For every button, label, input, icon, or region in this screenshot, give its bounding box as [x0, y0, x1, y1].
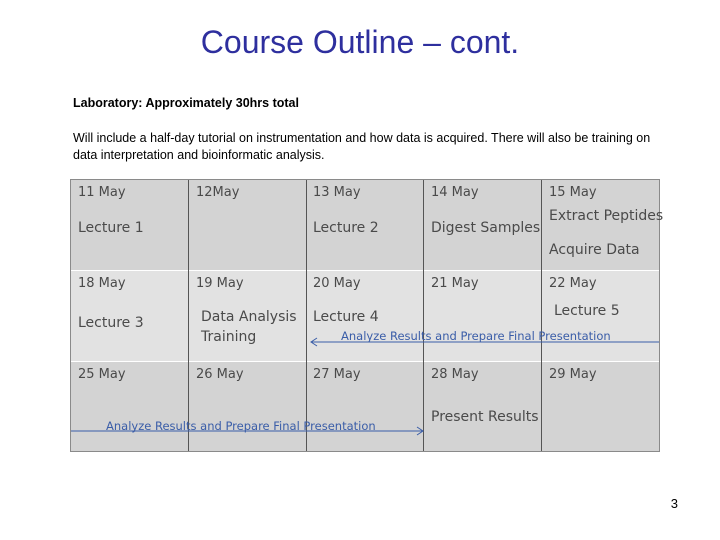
event-label: Lecture 1 [78, 220, 144, 236]
date-label: 20 May [313, 276, 361, 291]
date-label: 22 May [549, 276, 597, 291]
date-label: 21 May [431, 276, 479, 291]
date-label: 25 May [78, 367, 126, 382]
date-label: 27 May [313, 367, 361, 382]
date-label: 12May [196, 185, 240, 200]
slide-title: Course Outline – cont. [200, 24, 520, 60]
date-label: 19 May [196, 276, 244, 291]
event-label: Lecture 5 [554, 303, 620, 319]
timeline-arrow-row3 [71, 427, 423, 435]
event-label: Lecture 2 [313, 220, 379, 236]
lab-heading: Laboratory: Approximately 30hrs total [73, 96, 299, 110]
event-label: Acquire Data [549, 242, 640, 258]
date-label: 11 May [78, 185, 126, 200]
lab-description: Will include a half-day tutorial on instrumentation and how data is acquired. There will also be training on data interpretation and bioinformatic analysis. [73, 131, 651, 162]
event-label: Training [201, 329, 257, 345]
event-label: Lecture 4 [313, 309, 379, 325]
date-label: 13 May [313, 185, 361, 200]
date-label: 29 May [549, 367, 597, 382]
date-label: 14 May [431, 185, 479, 200]
schedule-table [70, 179, 664, 452]
arrow-label: Analyze Results and Prepare Final Presentation [341, 329, 611, 343]
page-number: 3 [670, 496, 678, 511]
date-label: 15 May [549, 185, 597, 200]
event-label: Lecture 3 [78, 315, 144, 331]
event-label: Present Results [431, 409, 539, 425]
arrow-label: Analyze Results and Prepare Final Presentation [106, 419, 376, 433]
date-label: 28 May [431, 367, 479, 382]
date-label: 18 May [78, 276, 126, 291]
event-label: Extract Peptides [549, 208, 664, 224]
event-label: Data Analysis [201, 309, 297, 325]
timeline-arrow-row2 [311, 338, 659, 346]
date-label: 26 May [196, 367, 244, 382]
arrows-overlay [71, 180, 659, 451]
event-label: Digest Samples [431, 220, 541, 236]
